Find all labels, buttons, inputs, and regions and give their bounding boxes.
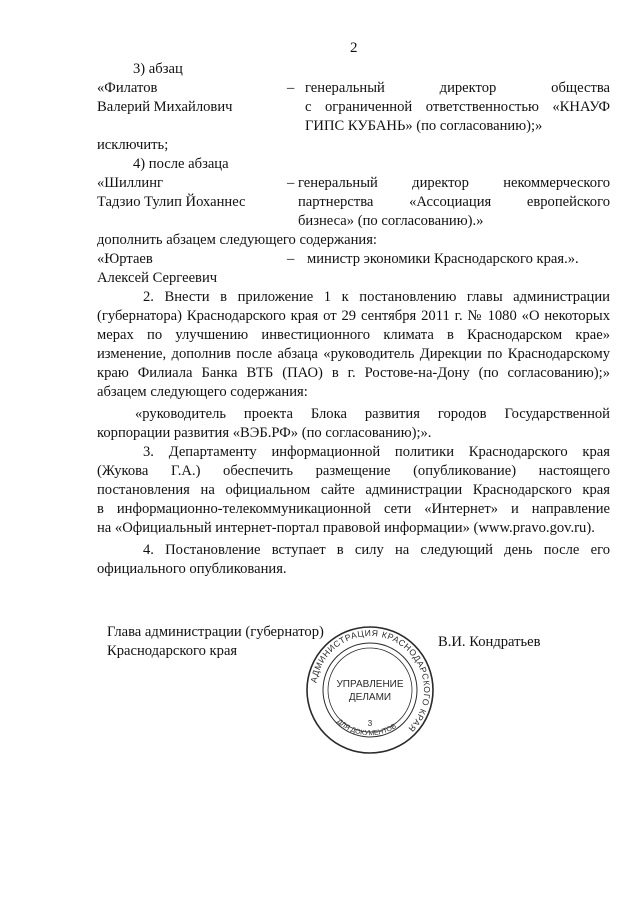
- seal-center-line1: УПРАВЛЕНИЕ: [336, 679, 404, 690]
- seal-number: 3: [367, 719, 373, 728]
- seal-center-line2: ДЕЛАМИ: [348, 692, 392, 703]
- item4-desc-line3: бизнеса» (по согласованию).»: [298, 213, 484, 229]
- item4-action: дополнить абзацем следующего содержания:: [97, 232, 377, 248]
- para3-line: постановления на официальном сайте администрации Краснодарского края: [97, 482, 610, 498]
- para2-line: изменение, дополнив после абзаца «руководитель Дирекции по Краснодарскому: [97, 346, 610, 362]
- item4-new-desc: министр экономики Краснодарского края.».: [307, 251, 579, 267]
- item3-heading: 3) абзац: [133, 61, 183, 77]
- item4-name-line1: «Шиллинг: [97, 175, 163, 191]
- item4-name-line2: Тадзио Тулип Йоханнес: [97, 194, 246, 210]
- item4-dash: –: [287, 175, 295, 191]
- item3-desc-line3: ГИПС КУБАНЬ» (по согласованию);»: [305, 118, 543, 134]
- item3-name-line2: Валерий Михайлович: [97, 99, 233, 115]
- item4-new-name-line1: «Юртаев: [97, 251, 153, 267]
- item3-desc-line1: генеральный директор общества: [305, 80, 610, 96]
- item4-new-name-line2: Алексей Сергеевич: [97, 270, 218, 286]
- page-number: 2: [350, 40, 358, 56]
- para2-quote-line: «руководитель проекта Блока развития городов Государственной: [135, 406, 610, 422]
- signature-title-line1: Глава администрации (губернатор): [107, 624, 324, 640]
- para2-line: мерах по улучшению инвестиционного климата в Краснодарском крае»: [97, 327, 610, 343]
- item3-desc-line2: с ограниченной ответственностью «КНАУФ: [305, 99, 610, 115]
- item4-new-dash: –: [287, 251, 295, 267]
- para2-line: (губернатора) Краснодарского края от 29 сентября 2011 г. № 1080 «О некоторых: [97, 308, 610, 324]
- item4-desc-line2: партнерства «Ассоциация европейского: [298, 194, 610, 210]
- para2-line: абзацем следующего содержания:: [97, 384, 308, 400]
- para3-line: 3. Департаменту информационной политики Краснодарского края: [143, 444, 610, 460]
- official-seal: [305, 625, 435, 755]
- para4-line: официального опубликования.: [97, 561, 287, 577]
- svg-text:ДЛЯ ДОКУМЕНТОВ: [335, 718, 398, 737]
- item3-name-line1: «Филатов: [97, 80, 158, 96]
- para2-line: 2. Внести в приложение 1 к постановлению главы администрации: [143, 289, 610, 305]
- seal-bottom-text: ДЛЯ ДОКУМЕНТОВ: [335, 718, 398, 738]
- para2-quote-line: корпорации развития «ВЭБ.РФ» (по согласованию);».: [97, 425, 432, 441]
- item4-desc-line1: генеральный директор некоммерческого: [298, 175, 610, 191]
- signature-name: В.И. Кондратьев: [438, 634, 541, 650]
- signature-title-line2: Краснодарского края: [107, 643, 238, 659]
- item3-dash: –: [287, 80, 295, 96]
- para3-line: на «Официальный интернет-портал правовой информации» (www.pravo.gov.ru).: [97, 520, 595, 536]
- para2-line: краю Филиала Банка ВТБ (ПАО) в г. Ростове-на-Дону (по согласованию);»: [97, 365, 610, 381]
- para4-line: 4. Постановление вступает в силу на следующий день после его: [143, 542, 610, 558]
- para3-line: в информационно-телекоммуникационной сети «Интернет» и направление: [97, 501, 610, 517]
- item4-heading: 4) после абзаца: [133, 156, 229, 172]
- para3-line: (Жукова Г.А.) обеспечить размещение (опубликование) настоящего: [97, 463, 610, 479]
- item3-action: исключить;: [97, 137, 169, 153]
- seal-outer-text: АДМИНИСТРАЦИЯ КРАСНОДАРСКОГО КРАЯ: [308, 627, 433, 735]
